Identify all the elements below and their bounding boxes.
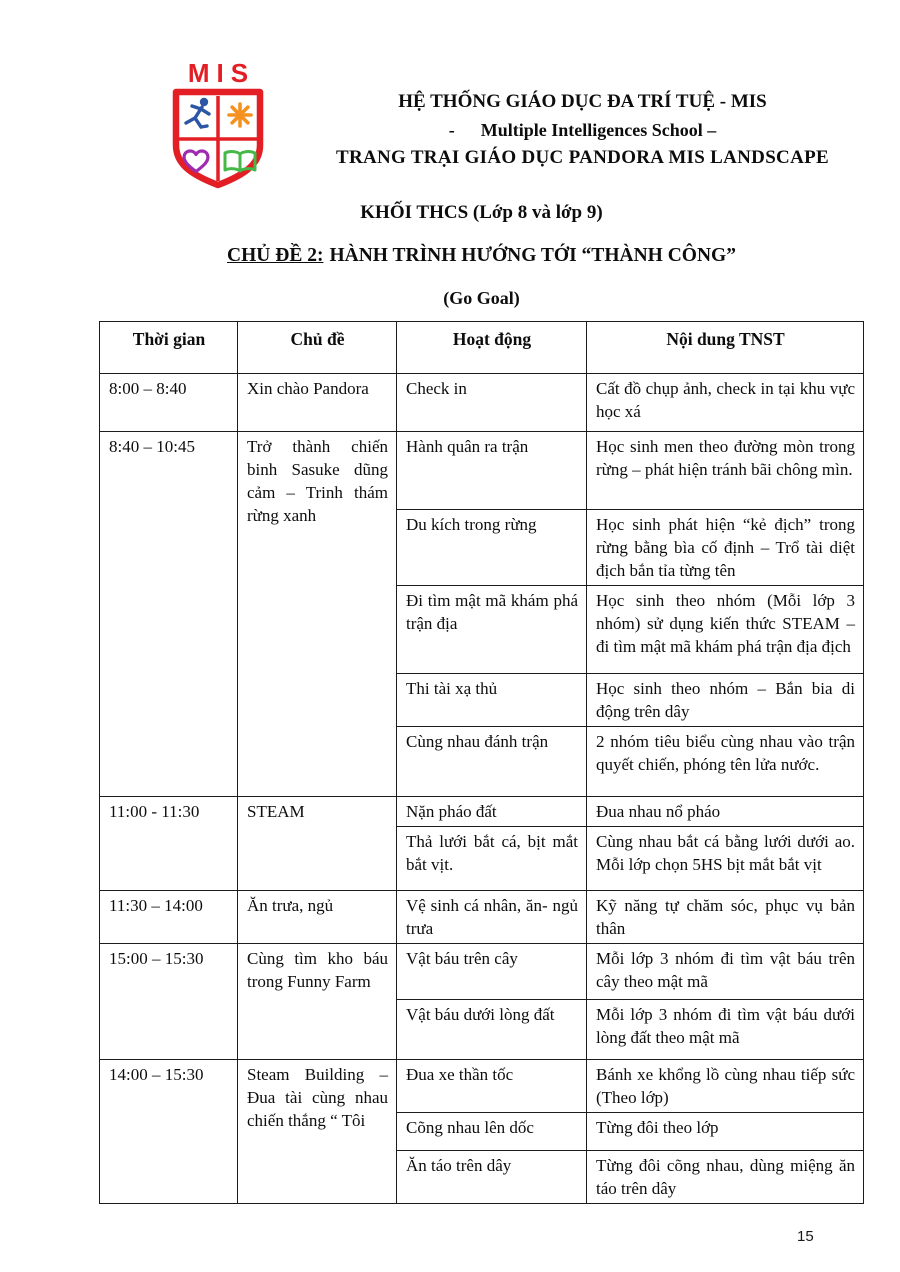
table-row — [100, 374, 864, 432]
activity-cell: Du kích trong rừng — [397, 510, 587, 586]
activity-cell: Đi tìm mật mã khám phá trận địa — [397, 586, 587, 674]
grade-title: KHỐI THCS (Lớp 8 và lớp 9) — [360, 202, 603, 223]
org-name-en — [300, 116, 865, 144]
topic-text: HÀNH TRÌNH HƯỚNG TỚI “THÀNH CÔNG” — [329, 245, 736, 266]
col-header-content: Nội dung TNST — [587, 322, 864, 374]
content-cell: Mỗi lớp 3 nhóm đi tìm vật báu dưới lòng đất theo mật mã — [587, 1000, 864, 1060]
content-cell: Từng đôi cõng nhau, dùng miệng ăn táo trên dây — [587, 1151, 864, 1204]
topic-title — [100, 245, 863, 267]
activity-cell: Ăn táo trên dây — [397, 1151, 587, 1204]
content-cell: Bánh xe khổng lồ cùng nhau tiếp sức (Theo lớp) — [587, 1060, 864, 1113]
activity-cell: Thả lưới bắt cá, bịt mắt bắt vịt. — [397, 827, 587, 891]
time-cell: 15:00 – 15:30 — [100, 944, 238, 1060]
org-name-vi: HỆ THỐNG GIÁO DỤC ĐA TRÍ TUỆ - MIS — [398, 91, 767, 112]
content-cell: 2 nhóm tiêu biểu cùng nhau vào trận quyết chiến, phóng tên lửa nước. — [587, 727, 864, 797]
topic-cell: Trở thành chiến binh Sasuke dũng cảm – Trinh thám rừng xanh — [238, 432, 397, 797]
dash: - — [448, 120, 455, 140]
org-campus: TRANG TRẠI GIÁO DỤC PANDORA MIS LANDSCAPE — [336, 147, 829, 168]
activity-cell: Cõng nhau lên dốc — [397, 1113, 587, 1151]
table-row — [100, 1060, 864, 1113]
topic-cell: STEAM — [238, 797, 397, 891]
col-header-time: Thời gian — [100, 322, 238, 374]
content-cell: Từng đôi theo lớp — [587, 1113, 864, 1151]
topic-cell: Steam Building – Đua tài cùng nhau chiến thắng “ Tôi — [238, 1060, 397, 1204]
activity-cell: Thi tài xạ thủ — [397, 674, 587, 727]
time-cell: 14:00 – 15:30 — [100, 1060, 238, 1204]
col-header-activity: Hoạt động — [397, 322, 587, 374]
activity-cell: Cùng nhau đánh trận — [397, 727, 587, 797]
activity-cell: Nặn pháo đất — [397, 797, 587, 827]
schedule-table — [99, 321, 864, 1204]
school-logo — [168, 60, 268, 191]
letterhead — [300, 88, 865, 172]
topic-cell: Cùng tìm kho báu trong Funny Farm — [238, 944, 397, 1060]
time-cell: 8:00 – 8:40 — [100, 374, 238, 432]
time-cell: 11:30 – 14:00 — [100, 891, 238, 944]
time-cell: 11:00 - 11:30 — [100, 797, 238, 891]
content-cell: Kỹ năng tự chăm sóc, phục vụ bản thân — [587, 891, 864, 944]
content-cell: Cùng nhau bắt cá bằng lưới dưới ao. Mỗi lớp chọn 5HS bịt mắt bắt vịt — [587, 827, 864, 891]
topic-cell: Ăn trưa, ngủ — [238, 891, 397, 944]
table-row — [100, 797, 864, 827]
sun-icon — [229, 104, 251, 126]
content-cell: Đua nhau nổ pháo — [587, 797, 864, 827]
content-cell: Học sinh phát hiện “kẻ địch” trong rừng bằng bìa cố định – Trổ tài diệt địch bắn tỉa từng tên — [587, 510, 864, 586]
table-row — [100, 891, 864, 944]
table-row — [100, 944, 864, 1000]
activity-cell: Check in — [397, 374, 587, 432]
time-cell: 8:40 – 10:45 — [100, 432, 238, 797]
org-name-en-text: Multiple Intelligences School – — [480, 120, 717, 140]
activity-cell: Vệ sinh cá nhân, ăn- ngủ trưa — [397, 891, 587, 944]
activity-cell: Hành quân ra trận — [397, 432, 587, 510]
page-number: 15 — [797, 1228, 814, 1245]
content-cell: Cất đồ chụp ảnh, check in tại khu vực học xá — [587, 374, 864, 432]
content-cell: Mỗi lớp 3 nhóm đi tìm vật báu trên cây theo mật mã — [587, 944, 864, 1000]
table-header-row — [100, 322, 864, 374]
content-cell: Học sinh theo nhóm (Mỗi lớp 3 nhóm) sử dụng kiến thức STEAM – đi tìm mật mã khám phá trận địa địch — [587, 586, 864, 674]
topic-cell: Xin chào Pandora — [238, 374, 397, 432]
table-row — [100, 432, 864, 510]
content-cell: Học sinh theo nhóm – Bắn bia di động trên dây — [587, 674, 864, 727]
logo-mis-text: MIS — [187, 58, 256, 88]
activity-cell: Vật báu trên cây — [397, 944, 587, 1000]
topic-label: CHỦ ĐỀ 2: — [227, 245, 324, 266]
activity-cell: Vật báu dưới lòng đất — [397, 1000, 587, 1060]
col-header-topic: Chủ đề — [238, 322, 397, 374]
subtitle-go-goal: (Go Goal) — [443, 288, 520, 308]
shield-icon — [168, 87, 268, 191]
activity-cell: Đua xe thần tốc — [397, 1060, 587, 1113]
content-cell: Học sinh men theo đường mòn trong rừng – phát hiện tránh bãi chông mìn. — [587, 432, 864, 510]
